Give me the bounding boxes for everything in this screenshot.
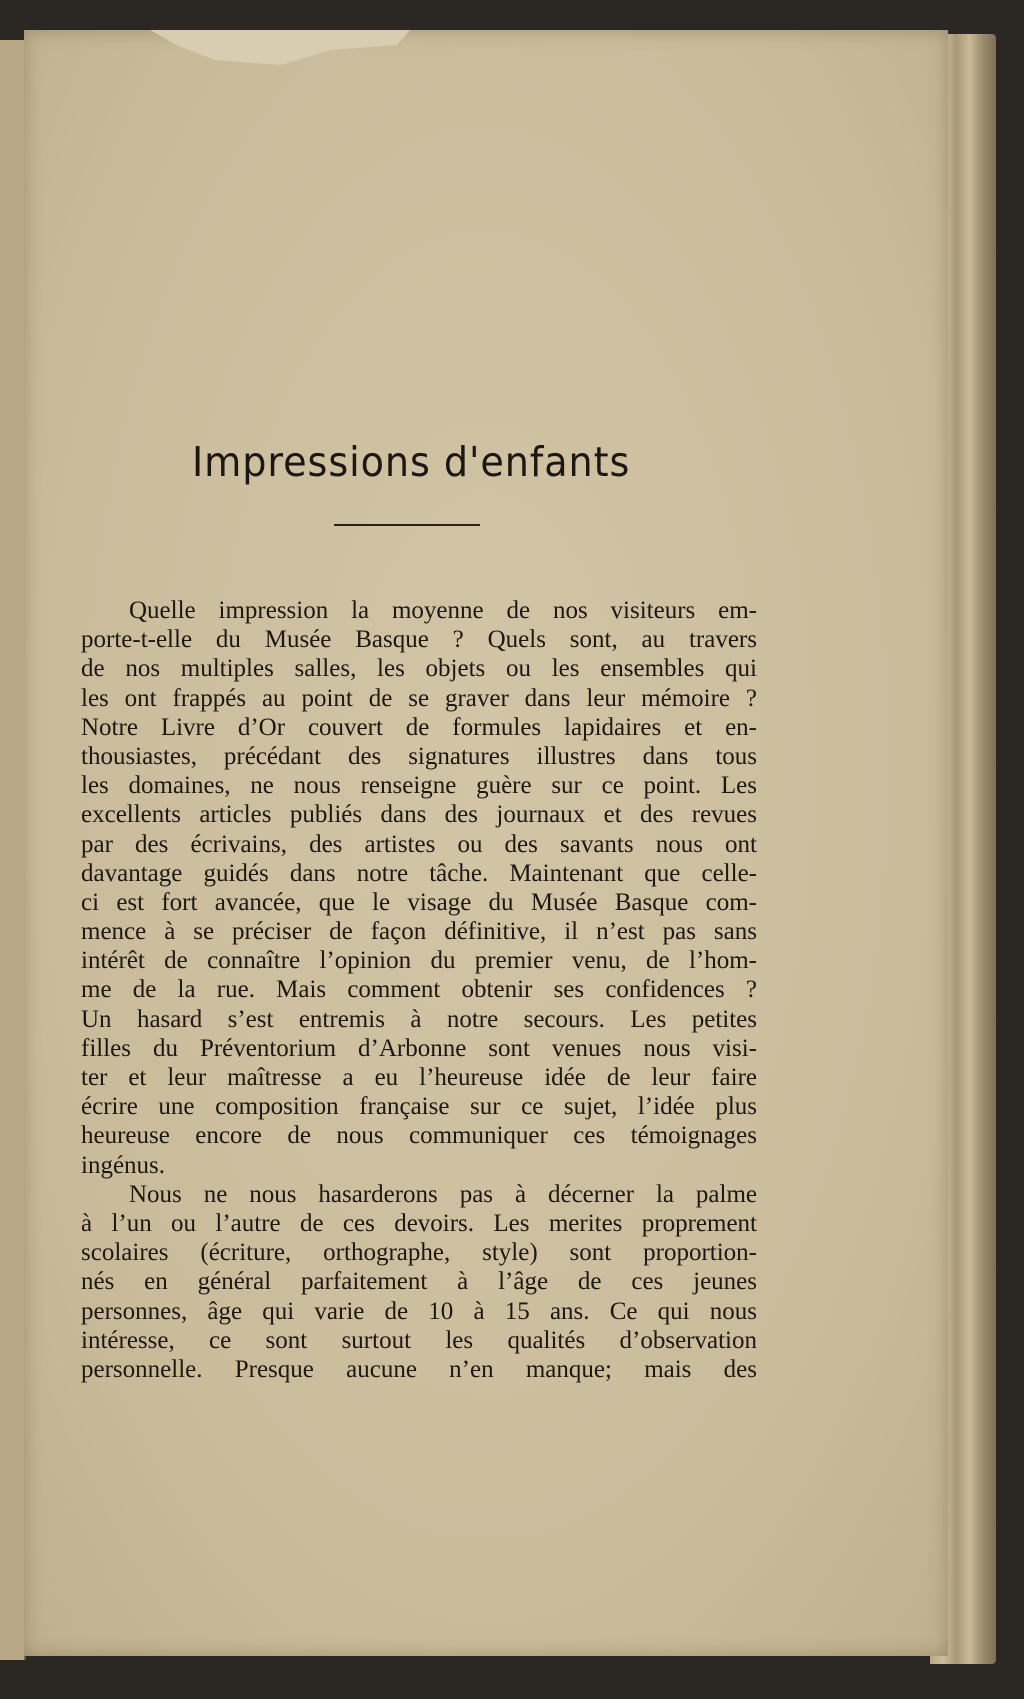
text-line: écrire une composition française sur ce sujet, l’idée plus [81,1093,757,1121]
text-line: à l’un ou l’autre de ces devoirs. Les merites proprement [81,1209,757,1237]
text-line: filles du Préventorium d’Arbonne sont venues nous visi- [81,1034,757,1062]
text-line: Un hasard s’est entremis à notre secours. Les petites [81,1005,757,1033]
text-line: personnes, âge qui varie de 10 à 15 ans. Ce qui nous [81,1297,757,1325]
text-line: personnelle. Presque aucune n’en manque; mais des [81,1355,757,1383]
left-page-edge [0,40,26,1660]
text-line: Nous ne nous hasarderons pas à décerner la palme [129,1180,757,1208]
text-line: scolaires (écriture, orthographe, style) sont proportion- [81,1239,757,1267]
text-line: par des écrivains, des artistes ou des savants nous ont [81,830,757,858]
text-line: nés en général parfaitement à l’âge de ces jeunes [81,1268,757,1296]
title-rule [334,524,480,526]
text-line: Quelle impression la moyenne de nos visiteurs em- [129,597,757,624]
text-line: davantage guidés dans notre tâche. Maintenant que celle- [81,859,757,887]
text-line: Notre Livre d’Or couvert de formules lapidaires et en- [81,713,757,741]
text-line: les ont frappés au point de se graver dans leur mémoire ? [81,684,757,712]
text-line: intéresse, ce sont surtout les qualités d’observation [81,1326,757,1354]
text-line: thousiastes, précédant des signatures illustres dans tous [81,742,757,770]
text-line: ci est fort avancée, que le visage du Musée Basque com- [81,888,757,916]
text-line: heureuse encore de nous communiquer ces témoignages [81,1122,757,1150]
article-body [81,596,757,1384]
text-line: intérêt de connaître l’opinion du premier venu, de l’hom- [81,947,757,975]
text-line: ter et leur maîtresse a eu l’heureuse idée de leur faire [81,1064,757,1091]
text-line: mence à se préciser de façon définitive, il n’est pas sans [81,918,757,946]
text-line: porte-t-elle du Musée Basque ? Quels sont, au travers [81,626,757,654]
text-line: ingénus. [81,1151,166,1179]
text-line: excellents articles publiés dans des journaux et des revues [81,801,757,829]
page-title: Impressions d'enfants [192,438,631,486]
text-line: les domaines, ne nous renseigne guère sur ce point. Les [81,772,757,800]
text-line: de nos multiples salles, les objets ou les ensembles qui [81,655,757,683]
text-line: me de la rue. Mais comment obtenir ses confidences ? [81,976,757,1004]
